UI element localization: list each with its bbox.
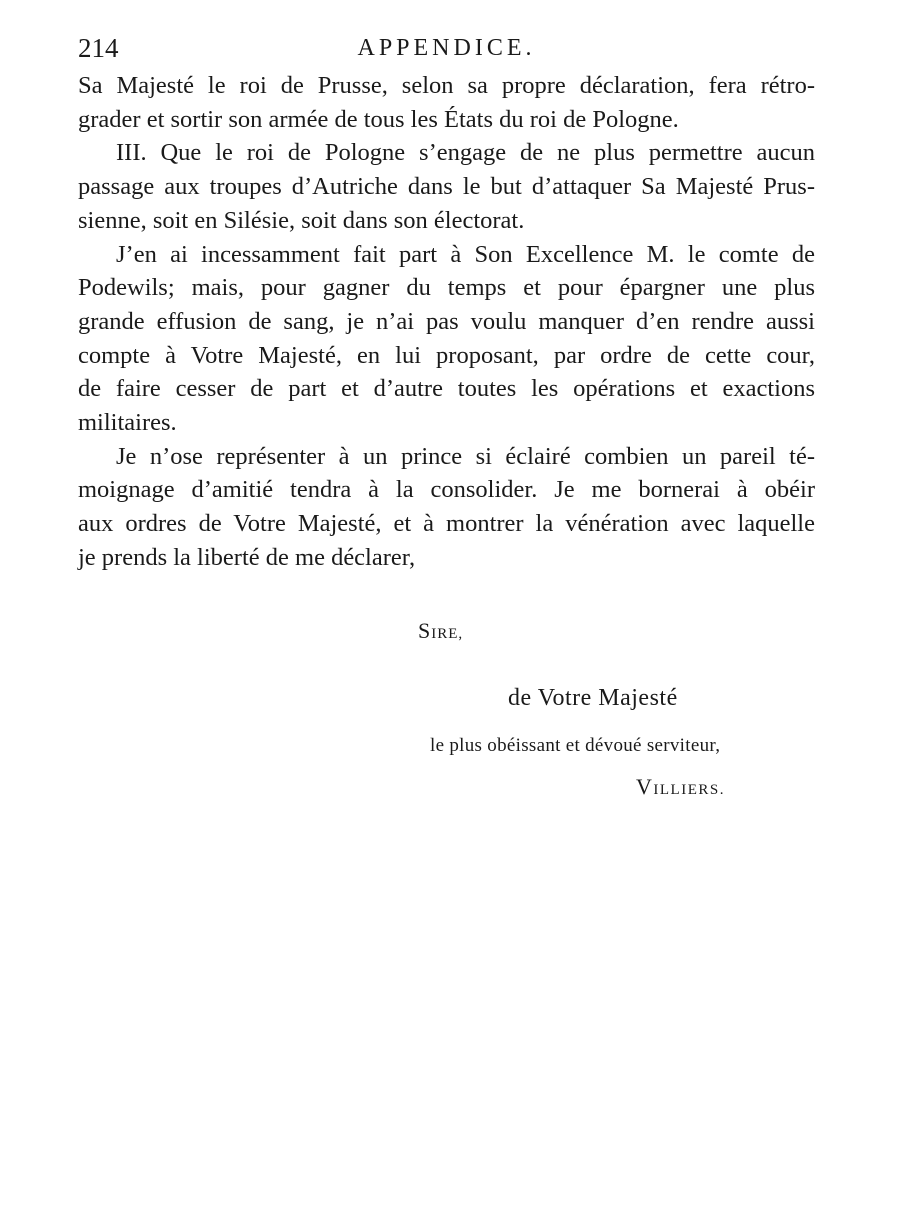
closing-majesty: de Votre Majesté [508,685,678,711]
text-line: J’en ai incessamment fait part à Son Excellence M. le comte de [116,240,815,268]
text-line: sienne, soit en Silésie, soit dans son électorat. [78,206,525,234]
paragraph [78,136,815,237]
text-line: je prends la liberté de me déclarer, [78,543,416,571]
text-line: Je n’ose représenter à un prince si éclairé combien un pareil té- [116,442,815,470]
salutation-rest: IRE, [431,626,464,642]
text-line: Sa Majesté le roi de Prusse, selon sa propre déclaration, fera rétro- [78,72,815,99]
salutation-initial: S [418,618,432,643]
signature-rest: ILLIERS. [653,782,725,798]
text-line: passage aux troupes d’Autriche dans le but d’attaquer Sa Majesté Prus- [78,173,815,201]
text-line: grader et sortir son armée de tous les États du roi de Pologne. [78,105,679,133]
text-line: grande effusion de sang, je n’ai pas voulu manquer d’en rendre aussi [78,307,815,335]
letter-body [78,69,815,575]
closing-servant: le plus obéissant et dévoué serviteur, [430,735,721,756]
text-line: militaires. [78,409,177,437]
paragraph [78,238,815,440]
text-line: Podewils; mais, pour gagner du temps et pour épargner une plus [78,274,815,302]
text-line: III. Que le roi de Pologne s’engage de ne plus permettre aucun [116,139,815,167]
text-line: moignage d’amitié tendra à la consolider. Je me bornerai à obéir [78,476,815,504]
signature-initial: V [636,774,654,799]
document-page [78,30,815,799]
text-line: de faire cesser de part et d’autre toutes les opérations et exactions [78,375,815,403]
salutation [418,618,463,644]
text-line: compte à Votre Majesté, en lui proposant, par ordre de cette cour, [78,341,815,369]
paragraph [78,440,815,575]
running-head: APPENDICE. [357,35,536,61]
signature [636,774,725,801]
page-header [78,30,815,66]
page-number: 214 [78,33,119,63]
paragraph [78,69,815,136]
text-line: aux ordres de Votre Majesté, et à montrer la vénération avec laquelle [78,510,815,538]
